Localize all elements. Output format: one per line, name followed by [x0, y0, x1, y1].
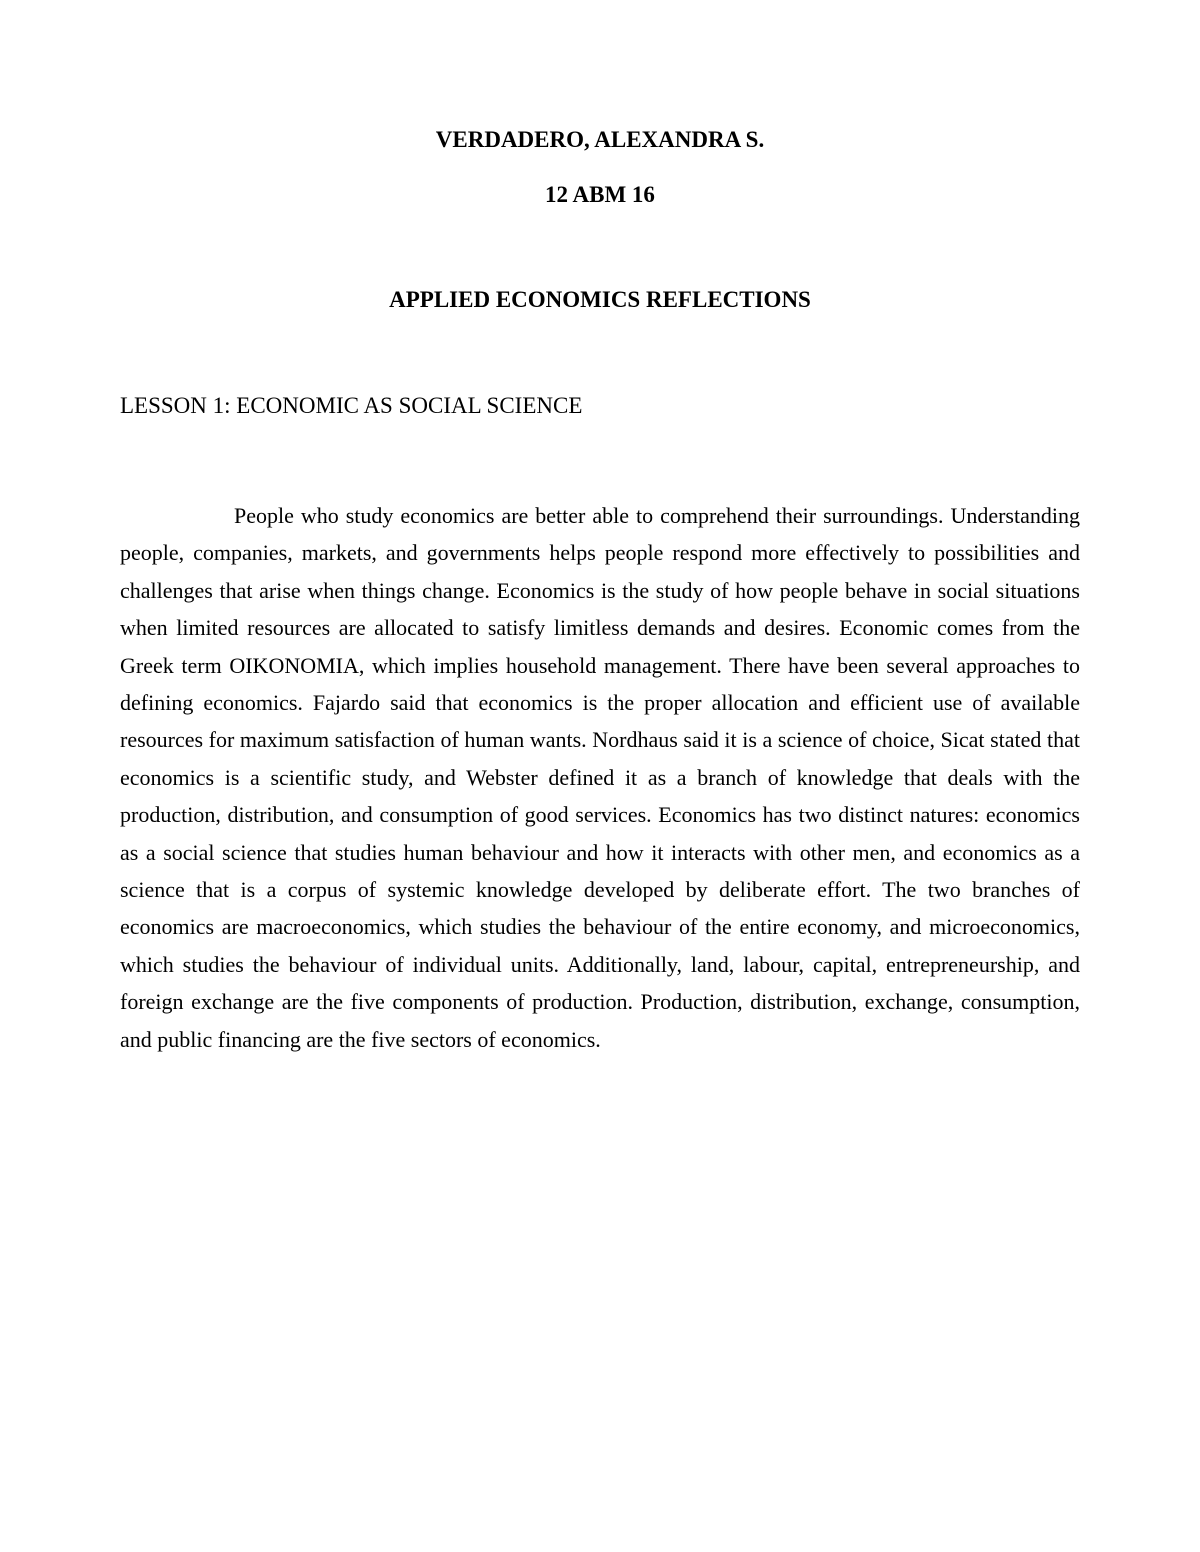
document-title: APPLIED ECONOMICS REFLECTIONS — [389, 287, 811, 312]
reflection-paragraph: People who study economics are better able to comprehend their surroundings. Understanding people, companies, markets, and governments helps people respond more effectively to possibilities and challenges that arise when things change. Economics is the study of how people behave in social situations when limited resources are allocated to satisfy limitless demands and desires. Economic comes from the Greek term OIKONOMIA, which implies household management. There have been several approaches to defining economics. Fajardo said that economics is the proper allocation and efficient use of available resources for maximum satisfaction of human wants. Nordhaus said it is a science of choice, Sicat stated that economics is a scientific study, and Webster defined it as a branch of knowledge that deals with the production, distribution, and consumption of good services. Economics has two distinct natures: economics as a social science that studies human behaviour and how it interacts with other men, and economics as a science that is a corpus of systemic knowledge developed by deliberate effort. The two branches of economics are macroeconomics, which studies the behaviour of the entire economy, and microeconomics, which studies the behaviour of individual units. Additionally, land, labour, capital, entrepreneurship, and foreign exchange are the five components of production. Production, distribution, exchange, consumption, and public financing are the five sectors of economics. — [120, 503, 1080, 1052]
author-name: VERDADERO, ALEXANDRA S. — [435, 127, 765, 152]
lesson-heading: LESSON 1: ECONOMIC AS SOCIAL SCIENCE — [120, 393, 583, 418]
class-section: 12 ABM 16 — [545, 182, 655, 207]
